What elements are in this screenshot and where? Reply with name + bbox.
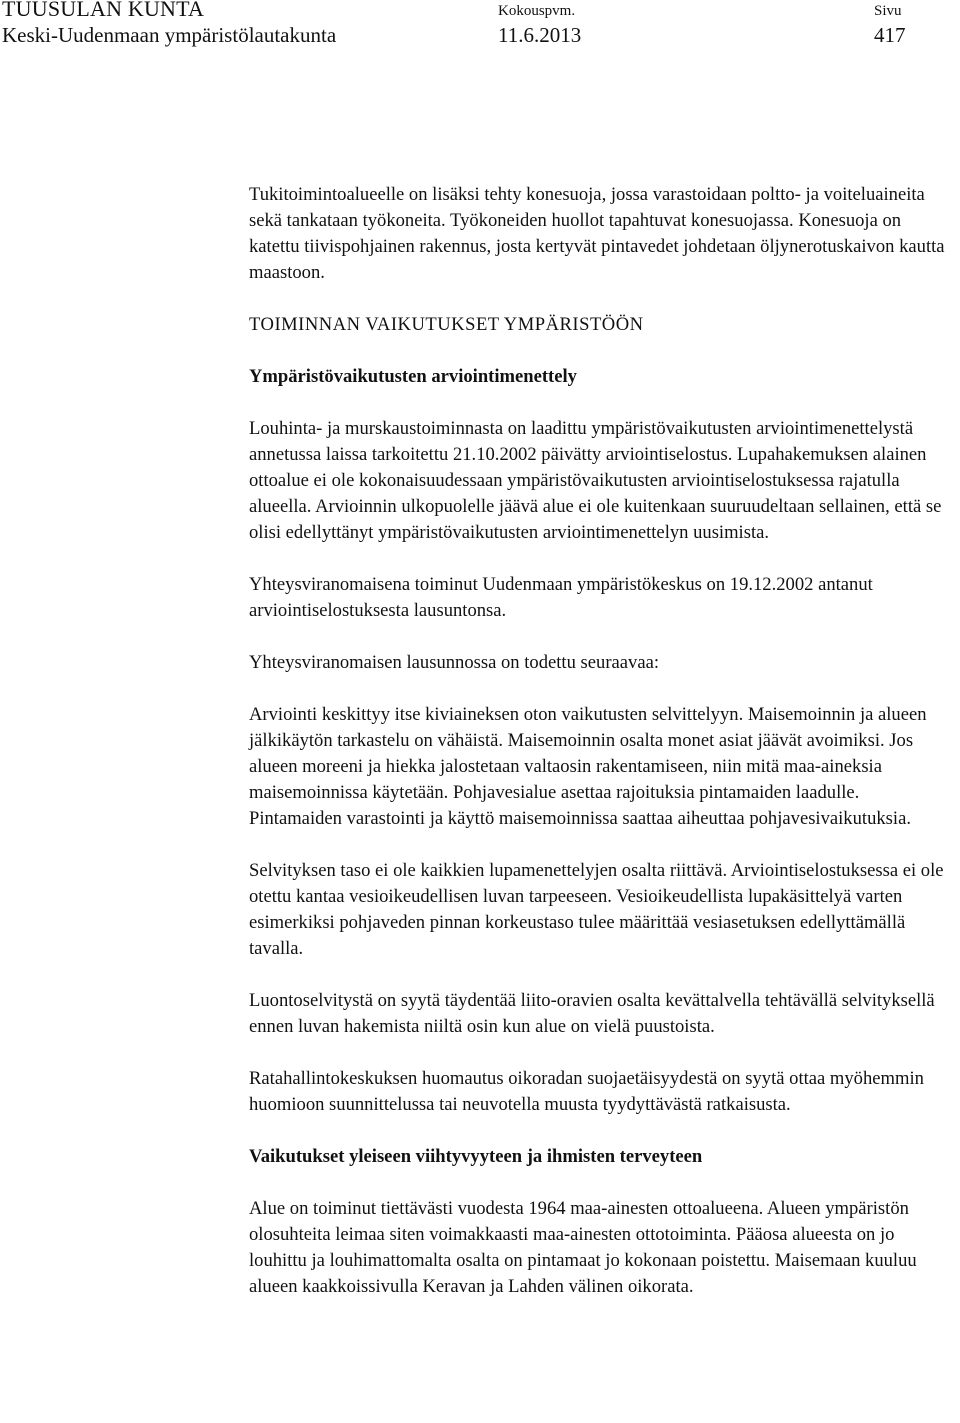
paragraph-railway-remark: Ratahallintokeskuksen huomautus oikoradan suojaetäisyydestä on syytä ottaa myöhemmin huomioon suunnittelussa tai neuvotella muusta tyydyttävästä ratkaisusta. — [249, 1068, 924, 1115]
meeting-date: 11.6.2013 — [498, 23, 582, 47]
page-number: 417 — [874, 23, 906, 47]
paragraph-nature-survey: Luontoselvitystä on syytä täydentää liito-oravien osalta kevättalvella tehtävällä selvityksellä ennen luvan hakemista niiltä osin kun alue on vielä puustoista. — [249, 990, 935, 1037]
subheading-wellbeing: Vaikutukset yleiseen viihtyvyyteen ja ihmisten terveyteen — [249, 1146, 703, 1167]
document-body — [249, 182, 953, 1326]
meeting-date-label: Kokouspvm. — [498, 3, 576, 19]
paragraph-permit-level: Selvityksen taso ei ole kaikkien lupamenettelyjen osalta riittävä. Arviointiselostuksessa ei ole otettu kantaa vesioikeudellisen luvan tarpeeseen. Vesioikeudellista lupakäsittelyä varten esimerkiksi pohjaveden pinnan korkeustaso tulee määrittää vesiasetuksen edellyttämällä tavalla. — [249, 860, 944, 959]
intro-paragraph: Tukitoimintoalueelle on lisäksi tehty konesuoja, jossa varastoidaan poltto- ja voiteluaineita sekä tankataan työkoneita. Työkoneiden huollot tapahtuvat konesuojassa. Konesuoja on katettu tiivispohjainen rakennus, josta kertyvät pintavedet johdetaan öljynerotuskaivon kautta maastoon. — [249, 184, 945, 283]
paragraph-eia-procedure: Louhinta- ja murskaustoiminnasta on laadittu ympäristövaikutusten arviointimenettelystä annetussa laissa tarkoitettu 21.10.2002 päivätty arviointiselostus. Lupahakemuksen alainen ottoalue ei ole kokonaisuudessaan ympäristövaikutusten arviointiselostuksessa rajatulla alueella. Arvioinnin ulkopuolelle jäävä alue ei ole kuitenkaan suuruudeltaan sellainen, että se olisi edellyttänyt ympäristövaikutusten arviointimenettelyn uusimista. — [249, 418, 942, 543]
paragraph-landscaping: Arviointi keskittyy itse kiviaineksen oton vaikutusten selvittelyyn. Maisemoinnin ja alueen jälkikäytön tarkastelu on vähäistä. Maisemoinnin osalta monet asiat jäävät avoimiksi. Jos alueen moreeni ja hiekka jalostetaan valtaosin rakentamiseen, niin mitä maa-aineksia maisemoinnissa käytetään. Pohjavesialue asettaa rajoituksia pintamaiden laadulle. Pintamaiden varastointi ja käyttö maisemoinnissa saattaa aiheuttaa pohjavesivaikutuksia. — [249, 704, 927, 829]
section-title: TOIMINNAN VAIKUTUKSET YMPÄRISTÖÖN — [249, 314, 644, 335]
paragraph-statement-intro: Yhteysviranomaisen lausunnossa on todettu seuraavaa: — [249, 652, 659, 673]
subheading-eia: Ympäristövaikutusten arviointimenettely — [249, 366, 577, 387]
organization-name: TUUSULAN KUNTA — [2, 0, 205, 21]
paragraph-authority-statement: Yhteysviranomaisena toiminut Uudenmaan ympäristökeskus on 19.12.2002 antanut arviointiselostuksesta lausuntonsa. — [249, 574, 873, 621]
paragraph-area-history: Alue on toiminut tiettävästi vuodesta 1964 maa-ainesten ottoalueena. Alueen ympäristön olosuhteita leimaa siten voimakkaasti maa-ainesten ottotoiminta. Pääosa alueesta on jo louhittu ja louhimattomalta osalta on pintamaat jo kokonaan poistettu. Maisemaan kuuluu alueen kaakkoissivulla Keravan ja Lahden välinen oikorata. — [249, 1198, 917, 1297]
page-label: Sivu — [874, 3, 902, 19]
committee-name: Keski-Uudenmaan ympäristölautakunta — [2, 23, 337, 47]
